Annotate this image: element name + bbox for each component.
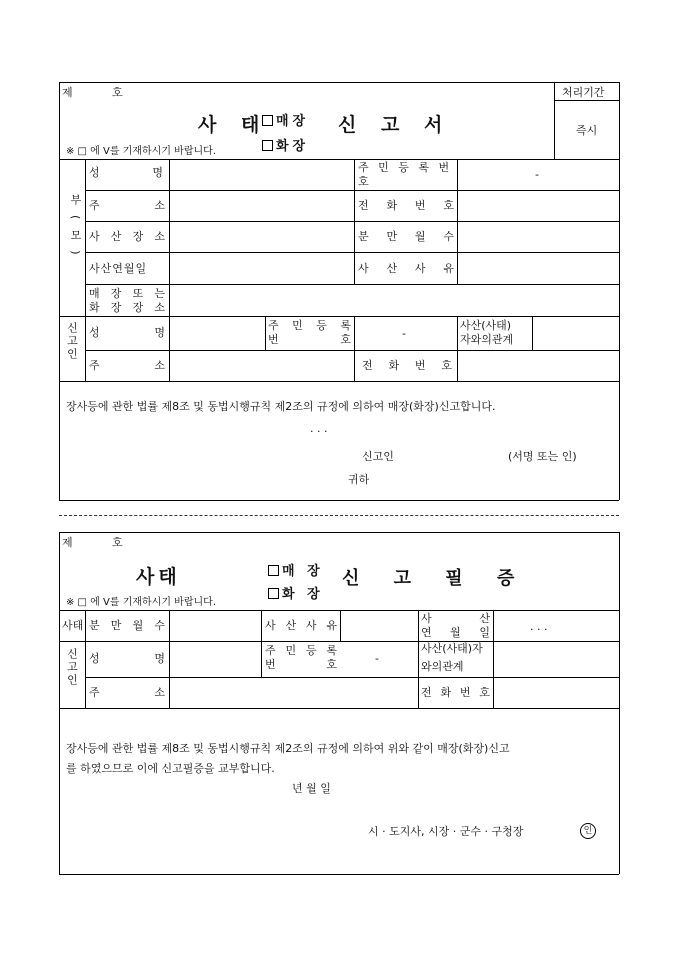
birth-month-label: 분 만 월 수 (358, 230, 454, 243)
burial-checkbox[interactable] (262, 140, 273, 151)
cert-phone-label: 전 화 번 호 (421, 686, 490, 699)
reporter-group-label: 신고인 (65, 322, 79, 361)
parent-group-label: 부(모) (69, 194, 82, 265)
processing-period-label: 처리기간 (562, 86, 605, 99)
reporter-rrn-label-1: 주 민 등 록 (268, 319, 351, 332)
death-date-label: 사산연월일 (89, 262, 148, 275)
cert-date-line: 년 월 일 (292, 782, 331, 795)
cert-store-checkbox[interactable] (268, 565, 279, 576)
store-checkbox[interactable] (262, 115, 273, 126)
parent-rrn-dash: - (535, 168, 539, 181)
recipient: 귀하 (348, 473, 370, 486)
cut-line (59, 515, 619, 516)
sign-label: 신고인 (362, 450, 394, 463)
parent-phone-label: 전 화 번 호 (358, 199, 454, 212)
death-place-label: 사 산 장 소 (89, 230, 165, 243)
issuer: 시 · 도지사, 시장 · 군수 · 구청장 (368, 825, 524, 838)
death-reason-label: 사 산 사 유 (358, 262, 454, 275)
option-burial[interactable]: 화장 (262, 135, 309, 154)
cert-burial-checkbox[interactable] (268, 588, 279, 599)
cert-option-store[interactable]: 매 장 (268, 560, 324, 579)
cert-no-prefix: 제 (62, 536, 73, 549)
reporter-relation-label-2: 자와의관계 (460, 333, 514, 346)
processing-period-value: 즉시 (576, 124, 598, 137)
report-title-right: 신 고 서 (338, 114, 452, 136)
reporter-name-label: 성 명 (89, 326, 165, 339)
report-date-dots: . . . (310, 422, 328, 435)
parent-address-label: 주 소 (89, 199, 165, 212)
cert-death-date-label-2: 연 월 일 (421, 626, 490, 639)
cert-death-date-label-1: 사 산 (421, 612, 490, 625)
seal-mark: 인 (580, 823, 596, 839)
cert-death-reason-label: 사 산 사 유 (265, 619, 337, 632)
parent-name-label: 성 명 (89, 166, 165, 179)
parent-rrn-label: 주 민 등 록 번 호 (358, 161, 453, 188)
sign-note: (서명 또는 인) (508, 450, 577, 463)
option-store[interactable]: 매장 (262, 110, 309, 129)
cert-note: ※ □ 에 V를 기재하시기 바랍니다. (66, 597, 217, 608)
cert-reporter-name-label: 성 명 (89, 652, 165, 665)
reporter-rrn-dash: - (402, 327, 406, 340)
cert-birth-month-label: 분 만 월 수 (89, 619, 165, 632)
cert-rrn-label-1: 주 민 등 록 (265, 644, 337, 657)
cert-option-burial[interactable]: 화 장 (268, 583, 324, 602)
cert-relation-label-1: 사산(사태)자 (421, 642, 483, 655)
reporter-address-label: 주 소 (89, 359, 165, 372)
burial-place-label-1: 매 장 또 는 (89, 287, 165, 300)
reporter-phone-label: 전 화 번 호 (362, 359, 452, 372)
cert-statement-1: 장사등에 관한 법률 제8조 및 동법시행규칙 제2조의 규정에 의하여 위와 같이 매장(화장)신고 (66, 742, 510, 755)
cert-no-suffix: 호 (112, 536, 123, 549)
reporter-relation-label-1: 사산(사태) (460, 319, 512, 332)
report-note: ※ □ 에 V를 기재하시기 바랍니다. (66, 146, 217, 157)
burial-place-label-2: 화 장 장 소 (89, 301, 165, 314)
cert-rrn-label-2: 번 호 (265, 658, 337, 671)
report-no-prefix: 제 (62, 86, 73, 99)
cert-statement-2: 를 하였으므로 이에 신고필증을 교부합니다. (66, 762, 275, 775)
cert-title-right: 신 고 필 증 (342, 568, 529, 589)
reporter-rrn-label-2: 번 호 (268, 333, 351, 346)
report-statement: 장사등에 관한 법률 제8조 및 동법시행규칙 제2조의 규정에 의하여 매장(화장)신고합니다. (66, 400, 496, 413)
report-no-suffix: 호 (112, 86, 123, 99)
report-title-left: 사 태 (198, 114, 269, 136)
cert-address-label: 주 소 (89, 686, 165, 699)
cert-date-dots: . . . (530, 620, 548, 633)
cert-relation-label-2: 와의관계 (421, 660, 464, 673)
cert-row-label: 사태 (62, 619, 84, 632)
cert-rrn-dash: - (375, 652, 379, 665)
cert-reporter-group-label: 신고인 (65, 648, 79, 687)
cert-title-left: 사태 (136, 566, 181, 588)
